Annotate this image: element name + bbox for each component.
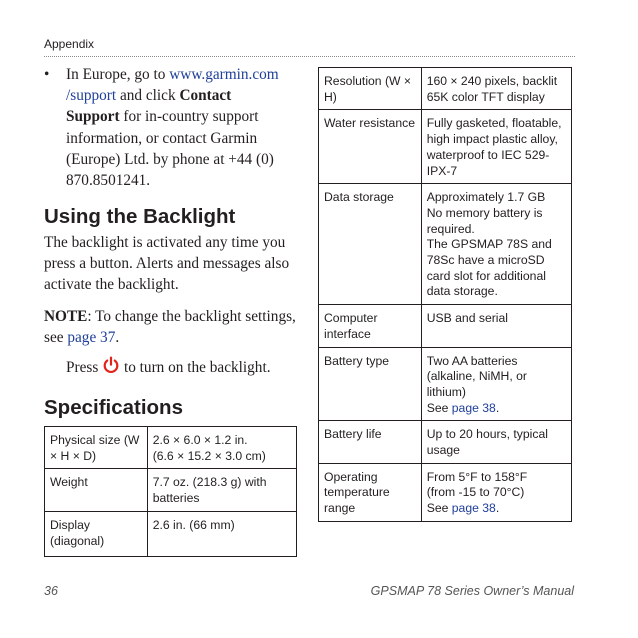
- spec-label: Physical size (W × H × D): [45, 427, 148, 469]
- spec-value-line: The GPSMAP 78S and 78Sc have a microSD card slot for additional data storage.: [426, 237, 552, 299]
- table-row: [319, 421, 572, 463]
- spec-value-line: From 5°F to 158°F: [426, 469, 528, 484]
- backlight-paragraph: The backlight is activated any time you press a button. Alerts and messages also activate the backlight.: [44, 234, 290, 294]
- specifications-table-right: [318, 67, 572, 522]
- battery-page-link[interactable]: page 38: [451, 400, 496, 415]
- header-divider: [44, 56, 575, 57]
- manual-title: GPSMAP 78 Series Owner’s Manual: [370, 584, 574, 598]
- power-icon: [102, 356, 120, 374]
- table-row: [319, 305, 572, 347]
- spec-label: Weight: [45, 469, 148, 511]
- backlight-heading: Using the Backlight: [44, 205, 236, 228]
- spec-value-line: (6.6 × 15.2 × 3.0 cm): [152, 448, 266, 463]
- spec-value: 7.7 oz. (218.3 g) with batteries: [147, 469, 296, 511]
- see-end: .: [495, 501, 500, 516]
- section-header: Appendix: [44, 37, 95, 51]
- specifications-table-left: [44, 426, 297, 557]
- spec-value-line: (from -15 to 70°C): [426, 485, 525, 500]
- note-page-link[interactable]: page 37: [67, 329, 116, 347]
- table-row: [319, 110, 572, 184]
- bullet-text-3: for in-country support information, or contact Garmin (Europe) Ltd. by phone at +44 (0) 870.8501241.: [66, 108, 274, 190]
- spec-value: [421, 347, 571, 421]
- spec-value: [147, 427, 296, 469]
- garmin-url-part-2[interactable]: /support: [66, 87, 117, 105]
- press-instruction: [66, 356, 306, 379]
- note-end: .: [115, 329, 120, 347]
- bullet-text-2: and click: [116, 87, 180, 105]
- table-row: [45, 469, 297, 511]
- backlight-note: [44, 306, 306, 348]
- spec-value-line: No memory battery is required.: [426, 205, 543, 236]
- spec-value-line: Two AA batteries (alkaline, NiMH, or lithium): [426, 353, 527, 399]
- spec-label: Resolution (W × H): [319, 68, 422, 110]
- bullet-symbol: •: [44, 66, 50, 83]
- bullet-text-1: In Europe, go to: [66, 66, 170, 83]
- temperature-page-link[interactable]: page 38: [451, 501, 496, 516]
- note-text: : To change the backlight settings, see: [44, 308, 296, 347]
- press-before: Press: [66, 359, 103, 376]
- garmin-url-part-1[interactable]: www.garmin.com: [169, 66, 279, 83]
- spec-value: 2.6 in. (66 mm): [147, 511, 296, 556]
- spec-label: Operating temperature range: [319, 463, 422, 521]
- spec-label: Display (diagonal): [45, 511, 148, 556]
- spec-value-line: Approximately 1.7 GB: [426, 190, 546, 205]
- spec-label: Battery life: [319, 421, 422, 463]
- specifications-heading: Specifications: [44, 396, 183, 419]
- table-row: [319, 463, 572, 521]
- spec-label: Data storage: [319, 184, 422, 305]
- table-row: [45, 427, 297, 469]
- spec-value: Up to 20 hours, typical usage: [421, 421, 571, 463]
- see-text: See: [426, 400, 452, 415]
- bullet-text: [66, 64, 306, 191]
- spec-value: [421, 463, 571, 521]
- spec-value: USB and serial: [421, 305, 571, 347]
- see-end: .: [495, 400, 500, 415]
- spec-label: Water resistance: [319, 110, 422, 184]
- table-row: [45, 511, 297, 556]
- spec-value-line: 2.6 × 6.0 × 1.2 in.: [152, 433, 248, 447]
- spec-value: [421, 184, 571, 305]
- table-row: [319, 68, 572, 110]
- see-text: See: [426, 501, 452, 516]
- support-bold: Support: [66, 108, 120, 126]
- table-row: [319, 347, 572, 421]
- note-label: NOTE: [44, 308, 88, 325]
- spec-label: Battery type: [319, 347, 422, 421]
- page-number: 36: [44, 584, 58, 598]
- spec-label: Computer interface: [319, 305, 422, 347]
- spec-value: 160 × 240 pixels, backlit 65K color TFT display: [421, 68, 571, 110]
- spec-value: Fully gasketed, floatable, high impact plastic alloy, waterproof to IEC 529-IPX-7: [421, 110, 571, 184]
- contact-bold: Contact: [179, 87, 232, 105]
- press-after: to turn on the backlight.: [120, 359, 271, 376]
- table-row: [319, 184, 572, 305]
- europe-support-bullet: [44, 64, 306, 191]
